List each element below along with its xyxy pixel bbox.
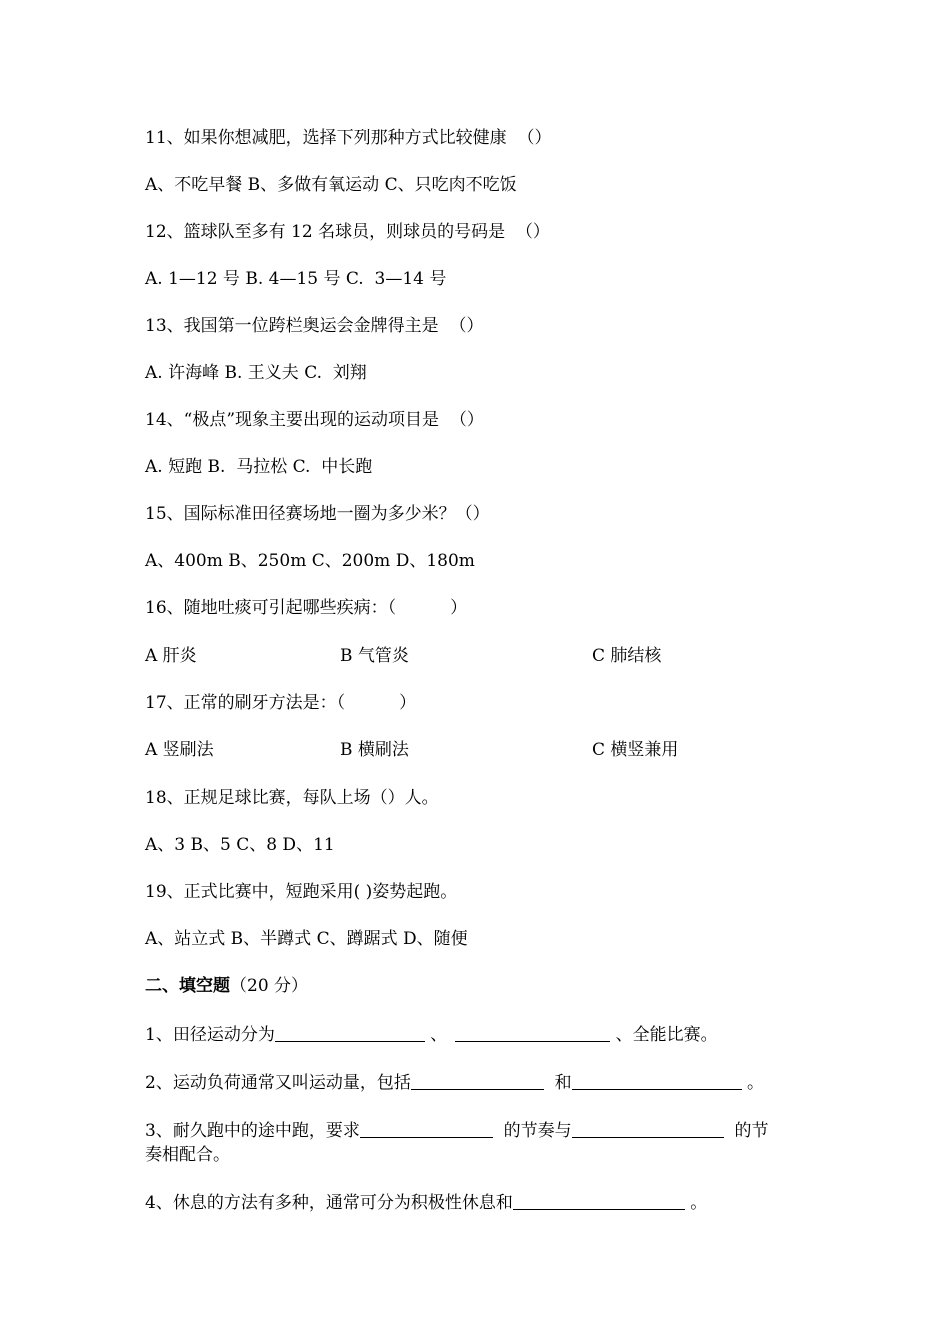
fill-question-4 (145, 1192, 707, 1214)
section-title: 二、填空题 (145, 976, 230, 996)
fill-3-text-b: 的节奏与 (492, 1121, 572, 1141)
answer-blank[interactable] (572, 1121, 724, 1138)
question-16-option-a: A 肝炎 (145, 646, 197, 666)
fill-3-text-a: 3、耐久跑中的途中跑，要求 (145, 1121, 360, 1141)
answer-blank[interactable] (411, 1073, 544, 1090)
question-15-options: A、400m B、250m C、200m D、180m (145, 551, 475, 571)
question-16-option-c: C 肺结核 (592, 646, 662, 666)
answer-blank[interactable] (572, 1073, 742, 1090)
question-15: 15、国际标准田径赛场地一圈为多少米？（） (145, 504, 490, 524)
question-14: 14、“极点”现象主要出现的运动项目是 （） (145, 410, 484, 430)
fill-4-text-b: 。 (684, 1193, 708, 1213)
question-14-options: A. 短跑 B. 马拉松 C. 中长跑 (145, 457, 373, 477)
question-16-option-b: B 气管炎 (340, 646, 409, 666)
fill-4-text-a: 4、休息的方法有多种，通常可分为积极性休息和 (145, 1193, 513, 1213)
question-19: 19、正式比赛中，短跑采用( )姿势起跑。 (145, 882, 458, 902)
question-12-options: A. 1—12 号 B. 4—15 号 C. 3—14 号 (145, 269, 447, 289)
answer-blank[interactable] (513, 1193, 685, 1210)
question-17-option-b: B 横刷法 (340, 740, 409, 760)
question-13: 13、我国第一位跨栏奥运会金牌得主是 （） (145, 316, 484, 336)
question-13-options: A. 许海峰 B. 王义夫 C. 刘翔 (145, 363, 367, 383)
fill-question-3 (145, 1120, 768, 1142)
fill-1-text-a: 1、田径运动分为 (145, 1025, 275, 1045)
fill-3-text-c: 的节 (723, 1121, 769, 1141)
fill-1-text-b: 、 (424, 1025, 448, 1045)
section-points: （20 分） (230, 976, 309, 996)
fill-question-1 (145, 1024, 718, 1046)
fill-2-text-c: 。 (741, 1073, 765, 1093)
fill-2-text-a: 2、运动负荷通常又叫运动量，包括 (145, 1073, 411, 1093)
answer-blank[interactable] (275, 1025, 425, 1042)
fill-question-2 (145, 1072, 764, 1094)
question-19-options: A、站立式 B、半蹲式 C、蹲踞式 D、随便 (145, 929, 468, 949)
question-18: 18、正规足球比赛，每队上场（）人。 (145, 788, 439, 808)
fill-2-text-b: 和 (543, 1073, 572, 1093)
section-heading (145, 975, 308, 997)
question-17-option-c: C 横竖兼用 (592, 740, 679, 760)
question-12: 12、篮球队至多有 12 名球员，则球员的号码是 （） (145, 222, 550, 242)
answer-blank[interactable] (360, 1121, 493, 1138)
question-17-option-a: A 竖刷法 (145, 740, 214, 760)
question-16: 16、随地吐痰可引起哪些疾病：（ ） (145, 598, 468, 618)
question-11: 11、如果你想减肥，选择下列那种方式比较健康 （） (145, 128, 552, 148)
question-17: 17、正常的刷牙方法是：（ ） (145, 693, 417, 713)
question-18-options: A、3 B、5 C、8 D、11 (145, 835, 335, 855)
fill-question-3-continued: 奏相配合。 (145, 1145, 230, 1165)
fill-1-text-c: 、全能比赛。 (610, 1025, 718, 1045)
question-11-options: A、不吃早餐 B、多做有氧运动 C、只吃肉不吃饭 (145, 175, 517, 195)
answer-blank[interactable] (455, 1025, 610, 1042)
